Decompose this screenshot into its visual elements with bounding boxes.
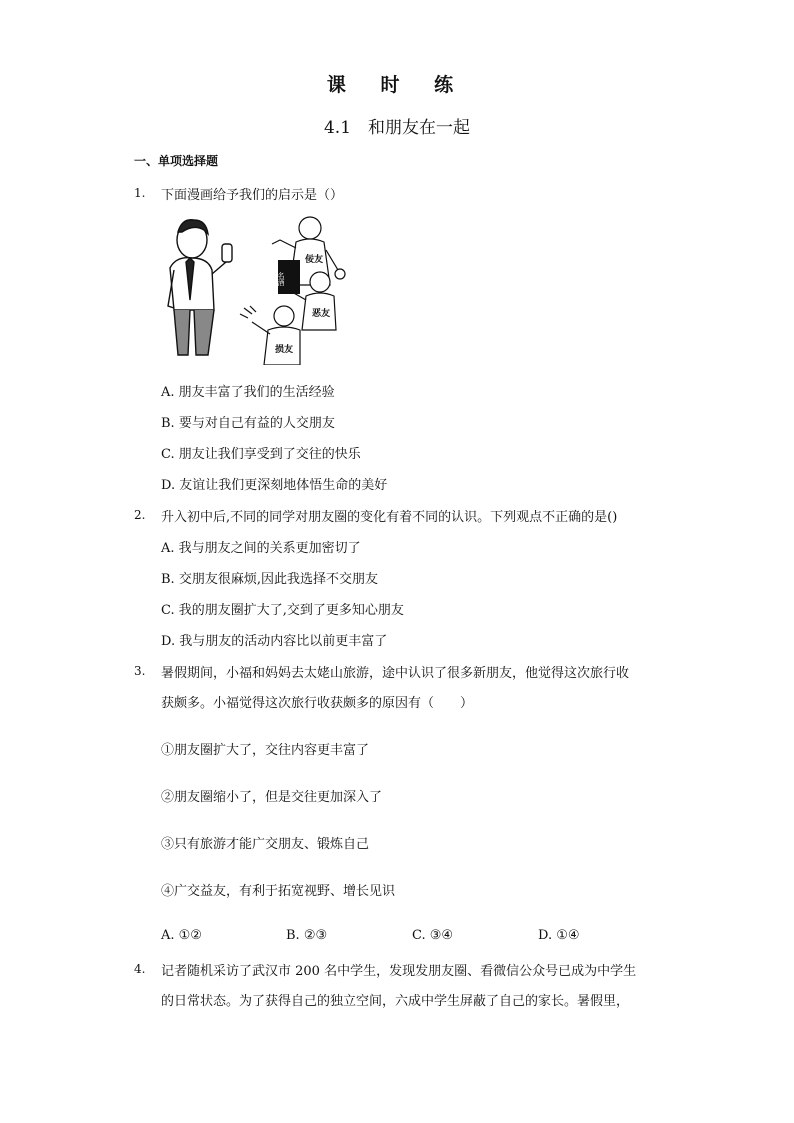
q1-cartoon xyxy=(160,210,360,365)
q2-option-b[interactable]: B. 交朋友很麻烦,因此我选择不交朋友 xyxy=(161,572,378,587)
q1-option-b[interactable]: B. 要与对自己有益的人交朋友 xyxy=(161,416,335,431)
q1-option-d[interactable]: D. 友谊让我们更深刻地体悟生命的美好 xyxy=(161,478,388,493)
q3-statement-1: ①朋友圈扩大了，交往内容更丰富了 xyxy=(161,743,370,758)
wine-board xyxy=(277,260,300,294)
q3-option-a[interactable]: A. ①② xyxy=(161,928,202,943)
q3-option-b[interactable]: B. ②③ xyxy=(286,928,328,943)
q1-number: 1. xyxy=(134,186,146,200)
q4-text-line1: 记者随机采访了武汉市 200 名中学生，发现发朋友圈、看微信公众号已成为中学生 xyxy=(161,964,637,979)
q3-statement-2: ②朋友圈缩小了，但是交往更加深入了 xyxy=(161,790,383,805)
page-title: 课 时 练 xyxy=(326,74,468,96)
man-figure xyxy=(168,220,232,355)
q3-option-d[interactable]: D. ①④ xyxy=(538,928,580,943)
q3-option-c[interactable]: C. ③④ xyxy=(412,928,454,943)
q3-number: 3. xyxy=(134,664,146,678)
q2-option-a[interactable]: A. 我与朋友之间的关系更加密切了 xyxy=(161,541,361,556)
q3-text-line1: 暑假期间，小福和妈妈去太姥山旅游，途中认识了很多新朋友，他觉得这次旅行收 xyxy=(161,666,630,681)
friend2-label: 恶友 xyxy=(312,309,331,319)
q3-statement-3: ③只有旅游才能广交朋友、锻炼自己 xyxy=(161,837,370,852)
friend3-label: 损友 xyxy=(275,345,294,355)
q2-number: 2. xyxy=(134,508,146,522)
q1-option-a[interactable]: A. 朋友丰富了我们的生活经验 xyxy=(161,385,335,400)
friend1-label: 佞友 xyxy=(305,255,324,265)
q2-option-d[interactable]: D. 我与朋友的活动内容比以前更丰富了 xyxy=(161,634,388,649)
q1-text: 下面漫画给予我们的启示是（） xyxy=(161,188,344,203)
lesson-subtitle: 4.1 和朋友在一起 xyxy=(323,118,471,138)
q4-number: 4. xyxy=(134,962,146,976)
q3-statement-4: ④广交益友，有利于拓宽视野、增长见识 xyxy=(161,884,396,899)
section-heading: 一、单项选择题 xyxy=(134,154,219,168)
svg-text:名酒: 名酒 xyxy=(277,272,285,286)
friend3-figure xyxy=(240,306,300,365)
q2-option-c[interactable]: C. 我的朋友圈扩大了,交到了更多知心朋友 xyxy=(161,603,404,618)
q1-option-c[interactable]: C. 朋友让我们享受到了交往的快乐 xyxy=(161,447,361,462)
q4-text-line2: 的日常状态。为了获得自己的独立空间，六成中学生屏蔽了自己的家长。暑假里， xyxy=(161,994,630,1009)
q3-text-line2: 获颇多。小福觉得这次旅行收获颇多的原因有（ ） xyxy=(161,696,474,711)
q2-text: 升入初中后,不同的同学对朋友圈的变化有着不同的认识。下列观点不正确的是() xyxy=(161,510,618,525)
